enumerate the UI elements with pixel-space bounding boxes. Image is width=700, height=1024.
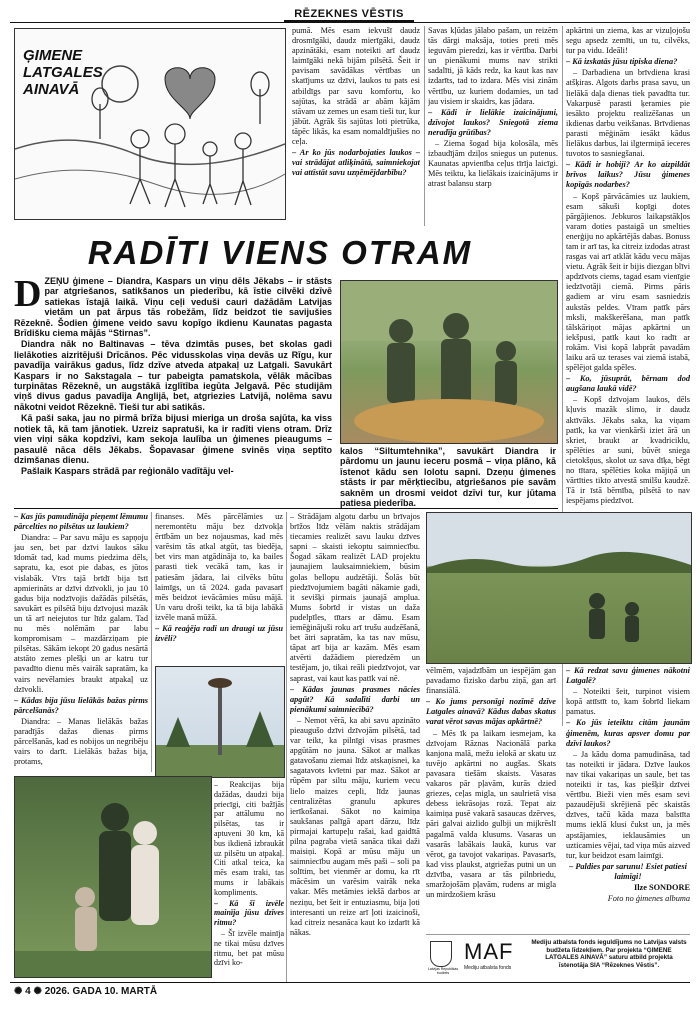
couple-photo (14, 776, 212, 978)
right-question-2: – Kādi ir hobiji? Ar ko aizpildāt brīvos laikus? Jūsu ģimenes kopīgās nodarbes? (566, 160, 690, 190)
star-icon: ✺ (14, 986, 23, 997)
bottom-col3-question: – Kādas jaunas prasmes nācies apgūt? Kā sadalīti darbi un pienākumi saimniecībā? (290, 684, 420, 714)
top-column-1 (292, 26, 420, 230)
bottom-column-3 (290, 512, 420, 982)
series-logo (14, 28, 286, 220)
intro-p2: Diandra nāk no Baltinavas – tēva dzimtās puses, bet skolas gadi lielākoties aizritējuši Drīcānos. Pēc vidusskolas viņa devās uz Rīgu, kur pavadīja vairākus gadus, līdz dzīve atveda atpakaļ uz Latgali. Savukārt Kaspars ir no Sakstagala – tur pabeigta pamatskola, vēlāk mācības turpinātas Rēzeknē, un augstākā izglītība iegūta Jelgavā. Pēc studijām viņš divus gadus pavadīja Anglijā, bet, atgriezies Latvijā, nolēma savu nākotni veidot Rēzeknē. Tieši tur abi satikās. (14, 339, 332, 412)
bottom-col2-question: – Kā reaģēja radi un draugi uz jūsu izvēli? (155, 624, 283, 644)
bottom-right-column (566, 666, 690, 936)
bottom-right-answer-2: – Ja kādu doma pamudināsa, tad tas noteikti ir jādara. Dzīve laukos nav tikai vakariņas un saule, bet tas noteikti ir tas, kas piešķir dzīvei vērtību. Bieži vien mēs esam sevi pazaudējuši skrējienā pēc skaistās dzīves, tačū kāda maza balstīta mums ieklā klusi čukst un, ja mēs apstājamies, ieklausāmies un uzticamies vējai, tad viņa mūs aizved tur, kur beidzot esam laimīgi. (566, 749, 690, 860)
intro-p4: Pašlaik Kaspars strādā par reģionālo vadītāju vel- (21, 466, 234, 477)
right-question-1: – Kā izskatās jūsu tipiska diena? (566, 57, 678, 67)
caption-text: kalos “Siltumtehnika”, savukārt Diandra ir pārdomu un jaunu ieceru posmā – viņa plāno, kā īstenot kādu sen lolotu sapni. Dzeņu ģimenes stāsts ir par mērķtiecību, atgriešanos pie savām saknēm un drosmi veidot dzīvi tur, kur jūtama patiesa piederība. (340, 446, 556, 509)
bottom-col4-answer: – Mēs īk pa laikam iesmejam, ka dzīvojam Rāznas Nacionālā parka kanjona malā, mežu ielokā ar skatu uz tuvējo apkārtni no augšas. Skats pavasara tiešām skaists. Vasaras vakaros pār pļavām, kurās dzied griezes, ceļas migla, un saulrietā visa debess iekrāsojas rozā. Tepat aiz kaimiņa pusē vakarā sasaucas dzērves, pāri galvai aizlido gulbji un mijkrēslī pagalmā valda klusums. Vasaras un vasarās labākais laukā, kurus var vērot, ga tavojot vakariņas. Pavasarīs, kad viss plaukst, atgriežas putni un un dzīvība, vasara ar tās pilnbriedu, smaržojošām pļavām, rudens ar migla un mirdzošiem krāsu (426, 728, 556, 900)
right-answer-2: – Kopš pārvācāmies uz laukiem, esam sākuši kopīgi dotes pārgājienos. Jebkuros laikapstākļos varam doties pastaigā un smelties enerģiju no apkārtējās dabas. Bonuss tam ir arī tas, ka citreiz izdodas atrast rasgas vai arī atklāt kādu vecu mājas vietu. Agrāk šeit ir bijis diezgan blīvi apdzīvots ciems, tagad esam vienīgie iedzīvotāji ciemā. Pirms pāris gadiem ar viru esam sasniedzis aukstās peldes. Vīram patīk pārs mksli, makškerēšana, man patīk tālskāriņot mājas apkārtni un iekšpusi, patīk kaut ko radīt ar rokām. Visi kopā labprāt pavadām laiku arā uz terases vai ziemā istabā, spēlējot galda spēles. (566, 191, 690, 373)
intro-p1: ZEŅU ģimene – Diandra, Kaspars un viņu dēls Jēkabs – ir stāsts par atgriešanos, satikšanos un piederību, kā īstie cilvēki dzīvē satiekas īstajā laikā. Viņu ceļi veduši cauri dažādām Latvijas vietām un pat ārpus tās robežām, līdz beidzot tie savijušies Rēzeknē. Šodien ģimene veido savu kopīgo ikdienu Kaunatas pagasta Brīdišku ciema mājās “Stirnas”. (14, 276, 332, 339)
bottom-col3-answer: – Nemot vērā, ka abi savu apzināto pieaugušo dzīvi dzīvojām pilsētā, tad var teikt, ka pilnīgi visas prasmes apgūtām no jauna. Sākot ar malkas gatavošanu ziemai līdz atskaņisnei, ka sagatavots kvīetni par maz. Sākot ar rūpēm par siltu māju, kuriem vecu lielo maizes cepli, līdz jaunas centralizētas granulu apkures ierīkošanai. Sākot no kaimiņa saukšanas palīgā apart dārzu, līdz pirmajai kartupeļu rašai, kad gaidītā pilna pagraba vietā sanāca tikai daži maisiņi. Kopā ar mūsu māju un saimniecību augam mēs paši – soli pa solītim, bet vienmēr ar domu, ka rīt mācēsim un varēsim vairāk neka vakar. Mēs metāmies iekšā darbos ar neziņu, bet šeit ir entuziasmu, bija ļoti interesanti un reize arī ļoti izaicinoši, kad citreiz nesanāca kaut ko izdarīt kā nākas. (290, 715, 420, 937)
closing-line: – Paldies par sarunu! Esiet patiesi laimīgi! (569, 861, 687, 881)
bottom-right-question-2: – Ko jūs ieteiktu citām jaunām ģimenēm, kuras apsver domu par dzīvi laukos? (566, 718, 690, 748)
bottom-col2-text: finanses. Mēs pārcēlāmies uz neremontētu māju bez dzīvokļa ērtībām un bez nojausmas, kad mēs varēsim tās atkal atgūt, tas biedēja, bet virs man atgādināja to, ka bailes parasti tiek vecākā tam, kas ir patiesām jādara, lai cilvēks būtu laimīgs, un tā 2024. gada pavasarī mēs beidzot ievācāmies mūsu mājā. Un varu droši teikt, ka tā bija labākā izvēle manā mūžā. (155, 512, 283, 622)
bottom-col3-text: – Strādājam algotu darbu un brīvajos brīžos līdz vēlām naktis strādājam tiecamies realizēt savu lauku dzīves sapni – skaisti iekoptu saimniecību. Šogad sākam realizēt LAD projektu jaunajiem lauksaimniekiem, būsim golas bellopu audzētāji. Šolās būt piedzīvojumiem bagāti nākamie gadi, it sevišķi pirmais jaunajā amplua. Mums šobrīd ir vistas un daža pudelpīles, tītars ar dāmu. Esam iemēģinājuši roku arī trušu audzēšanā, bet ātri sapratām, ka tas nav mūsu, tāpat arī bija ar kazām. Mēs esam atvērti dažādiem pieredzēm un testējam, jo, tikai reāli piedzīvojot, var saprast, vai kaut kas patīk vai nē. (290, 512, 420, 683)
intro-p3: Kā paši saka, jau no pirmā brīža bijusi mieriga un droša sajūta, ka viss notiek tā, kā tam jānotiek. Uzreiz sapratuši, ka ir radīti viens otram. Drīz vien viņi sāka kopdzīvi, kam sekoja laulība un ģimenes pieaugums – pasaulē nāca dēls Jēkabs. Šopavasar ģimene svinēs viņa septīto dzimšanas dienu. (14, 413, 332, 465)
top-col2-question: – Kādi ir lielākie izaicinājumi, dzīvojot laukos? Sniegotā ziema neradīja grūtības? (428, 107, 558, 137)
divider (424, 26, 425, 226)
stork-photo-art (156, 667, 284, 777)
divider (151, 512, 152, 772)
maf-logo: MAF (464, 939, 514, 964)
coat-of-arms-icon (430, 941, 452, 967)
bottom-col1-question: – Kas jūs pamudināja pieņemt lēmumu pārcelties no pilsētas uz laukiem? (14, 512, 148, 532)
author-name: Ilze SONDORE (633, 882, 690, 892)
star-icon: ✺ (33, 986, 42, 997)
logo-title-line2: LATGALES (23, 64, 103, 81)
bottom-col1-answer: Diandra: – Par savu māju es sapņoju jau sen, bet par dzīvi laukos sāku īdomāt tad, kad mums piedzima dēls, sapratu, ka, esot pie dabas, es jūtos vislabāk. Vīrs tajā brīdī bija īstī apmierināts ar dzīvi dzīvokli, jo jau 10 gadus bija nodzīvojis dažādās pilsētās, savukārt es pilsētā biju dzīvojusi mazāk un tā arī neiejutos tur līdz galam. Tad nu mēs nolēmām par labu kompromisam – mazdārziņam pie pilsētas. Sākām iekopt 20 gadus nesārtā atstāto zemes plešķi un ar katru tur pavadīto dienu mēs vairāk sapratām, ka vairs nevēlamies braukt atpakaļ uz dzīvokli. (14, 533, 148, 694)
family-photo (340, 280, 558, 444)
top-col2-answer: – Ziema šogad bija kolosāla, mēs izbaudījām dziļos sniegus un putenus. Kaunatas apvienība ceļus tīrīja laicīgi. Mēs teiktu, ka lielākais izaicinājums ir atrast balansu starp (428, 139, 558, 189)
divider (286, 512, 287, 982)
top-col1-text: pumā. Mēs esam iekvušī daudz drosmīgāki, daudz mierīgāki, daudz apzinātāki, esam noteikti arī daudz laimīgāki nekā bijām pilsētā. Šeit ir pavisam savādākas vērtības un skatījums uz dzīvi, laukos tu pats esi atbildīgs par savu komfortu, ko sajūtas, ka strādā ar abām kājām stāvam uz zemes un esam tieši tur, kur jābūt. Agrāk šis sajūtas loti pietrūka, tāpēc likās, ka esam nomaldījušies no ceļa. (292, 26, 420, 147)
drop-cap: D (14, 276, 42, 315)
header-rule (10, 22, 690, 23)
top-col1-question: – Ar ko jūs nodarbojaties laukos – vai strādājat atliķinātā, saimniekojat vai attīstāt savu uzņēmējdarbību? (292, 148, 420, 178)
top-col2-text: Savas kļūdas jālabo pašam, un reizēm tās dārgi maksāja, toties preti mēs ieguvām pieredzi, kas ir vērtība. Darbi un pienākumi mums nav strikti sadalīti, jā kāds redz, ka kaut kas nav izdarīts, tad to izdara. Mēs visi zinām vērtību, uz kuriem dodamies, un tad jau visiem ir skaidrs, kas jādara. (428, 26, 558, 106)
family-photo-art (341, 281, 557, 443)
bottom-right-answer: – Noteikti šeit, turpinot visiem kopā attīstīt to, kam šobrīd liekam pamatus. (566, 687, 690, 717)
logo-title-line3: AINAVĀ (23, 81, 80, 98)
photo-credit: Foto no ģimenes albuma (607, 894, 690, 904)
couple-photo-art (15, 777, 211, 977)
right-question-3: – Ko, jūsuprāt, bērnam dod augšana laukā vidē? (566, 374, 690, 394)
footer-rule (10, 982, 690, 983)
bottom-column-2b (214, 780, 284, 976)
issue-date: 2026. GADA 10. MARTĀ (44, 986, 158, 997)
logo-title-line1: ĢIMENE (23, 47, 83, 64)
section-rule (14, 508, 558, 509)
bottom-col4-question: – Ko jums personīgi nozīmē dzīve Latgales ainavā? Kādus dabas skatus varat vērot savas mājas apkārtnē? (426, 697, 556, 727)
right-answer-3: – Kopš dzīvojam laukos, dēls kļuvis mazāk slimo, ir daudz aktīvāks. Jēkabs saka, ka viņam patīk, ka var vienkārši iziet ārā un skriet, braukt ar kvadriciklu, spēlēties ar suni, būvēt sniega cietokšņus, skolot uz sava dīķa, bēgt no tītara, spēlēties koka mājiņā un vārtīties tikto atvestā smilšu kaudzē. Tā ir īstā bērnība, pilsētā to nav iespējams piedzīvot. (566, 395, 690, 506)
sponsor-text: Mediju atbalsta fonds ieguldījums no Latvijas valsts budžeta līdzekļiem. Par projekta “ĢIMENE LATGALES AINAVĀ” saturu atbild projekta īstenotāja SIA “Rēzeknes Vēstis”. (531, 939, 687, 969)
bottom-column-1 (14, 512, 148, 772)
sponsor-block (426, 934, 690, 979)
bottom-col2-answer-3: – Šī izvēle mainīja ne tikai mūsu dzīves ritmu, bet pat mūsu dzīvi ko- (214, 928, 284, 968)
page-number: 4 (25, 986, 31, 997)
right-answer-1: – Darbadiena un brīvdiena krasi atšķiras. Algots darbs prasa savu, un lielākā daļa dienas tiek pavadīta tur. Vakarpusē parasti ķeramies pie iesākto projektu realizēšanas un ikdienas darbu veikšanas. Brīvdienas parasti mēģinām iesākt kādus lielākus darbus, lai ilgtermiņā ieceres tuvotos to sasniegšanai. (566, 68, 690, 159)
bottom-col4-text: vēlmēm, vajadzībām un iespējām gan pavadamo fizisko darbu ziņā, gan arī finansiālā. (426, 666, 556, 696)
maf-caption: Mediju atbalsta fonds (464, 965, 512, 971)
footer (14, 986, 157, 1004)
masthead (284, 4, 414, 22)
children-field-photo (426, 512, 692, 664)
top-column-2 (428, 26, 558, 230)
logo-title (23, 47, 103, 98)
coat-caption: Latvijas Republikas budžets (427, 967, 459, 975)
bottom-col1-answer-2: Diandra: – Manas lielākās bažas paradījās dažas dienas pirms pārcelšanās, kad es nobijos un negribēju vairs to darīt. Lielākās bažas bija, protams, (14, 716, 148, 767)
bottom-column-4 (426, 666, 556, 926)
bottom-col2-question-2: – Kā šī izvēle mainīja jūsu dzīves ritmu? (214, 898, 284, 928)
article-headline: RADĪTI VIENS OTRAM (87, 234, 473, 271)
right-col-text: apkārtni un ziema, kas ar vizuļojošu segu apsedz zemīti, un tu, cilvēks, tur pa vidu. Ideāli! (566, 26, 690, 56)
field-photo-art (427, 513, 691, 663)
bottom-col1-question-2: – Kādas bija jūsu lielākās bažas pirms pārcelšanās? (14, 695, 148, 715)
bottom-right-question: – Kā redzat savu ģimenes nākotni Latgalē? (566, 666, 690, 686)
stork-nest-photo (155, 666, 285, 778)
bottom-col2-answer-2: – Reakcijas bija dažādas, daudzi bija priecīgi, citi bažījās par attālumu no pilsētas, tas ir aptuveni 30 km, kā bus ikdienā izbraukāt uz pilsētu un atpakaļ. Citi atkal teica, ka mēs esam traki, tas mums ir labākais kompliments. (214, 780, 284, 897)
paper-name: RĒZEKNES VĒSTIS (294, 8, 404, 20)
bottom-column-2 (155, 512, 283, 662)
